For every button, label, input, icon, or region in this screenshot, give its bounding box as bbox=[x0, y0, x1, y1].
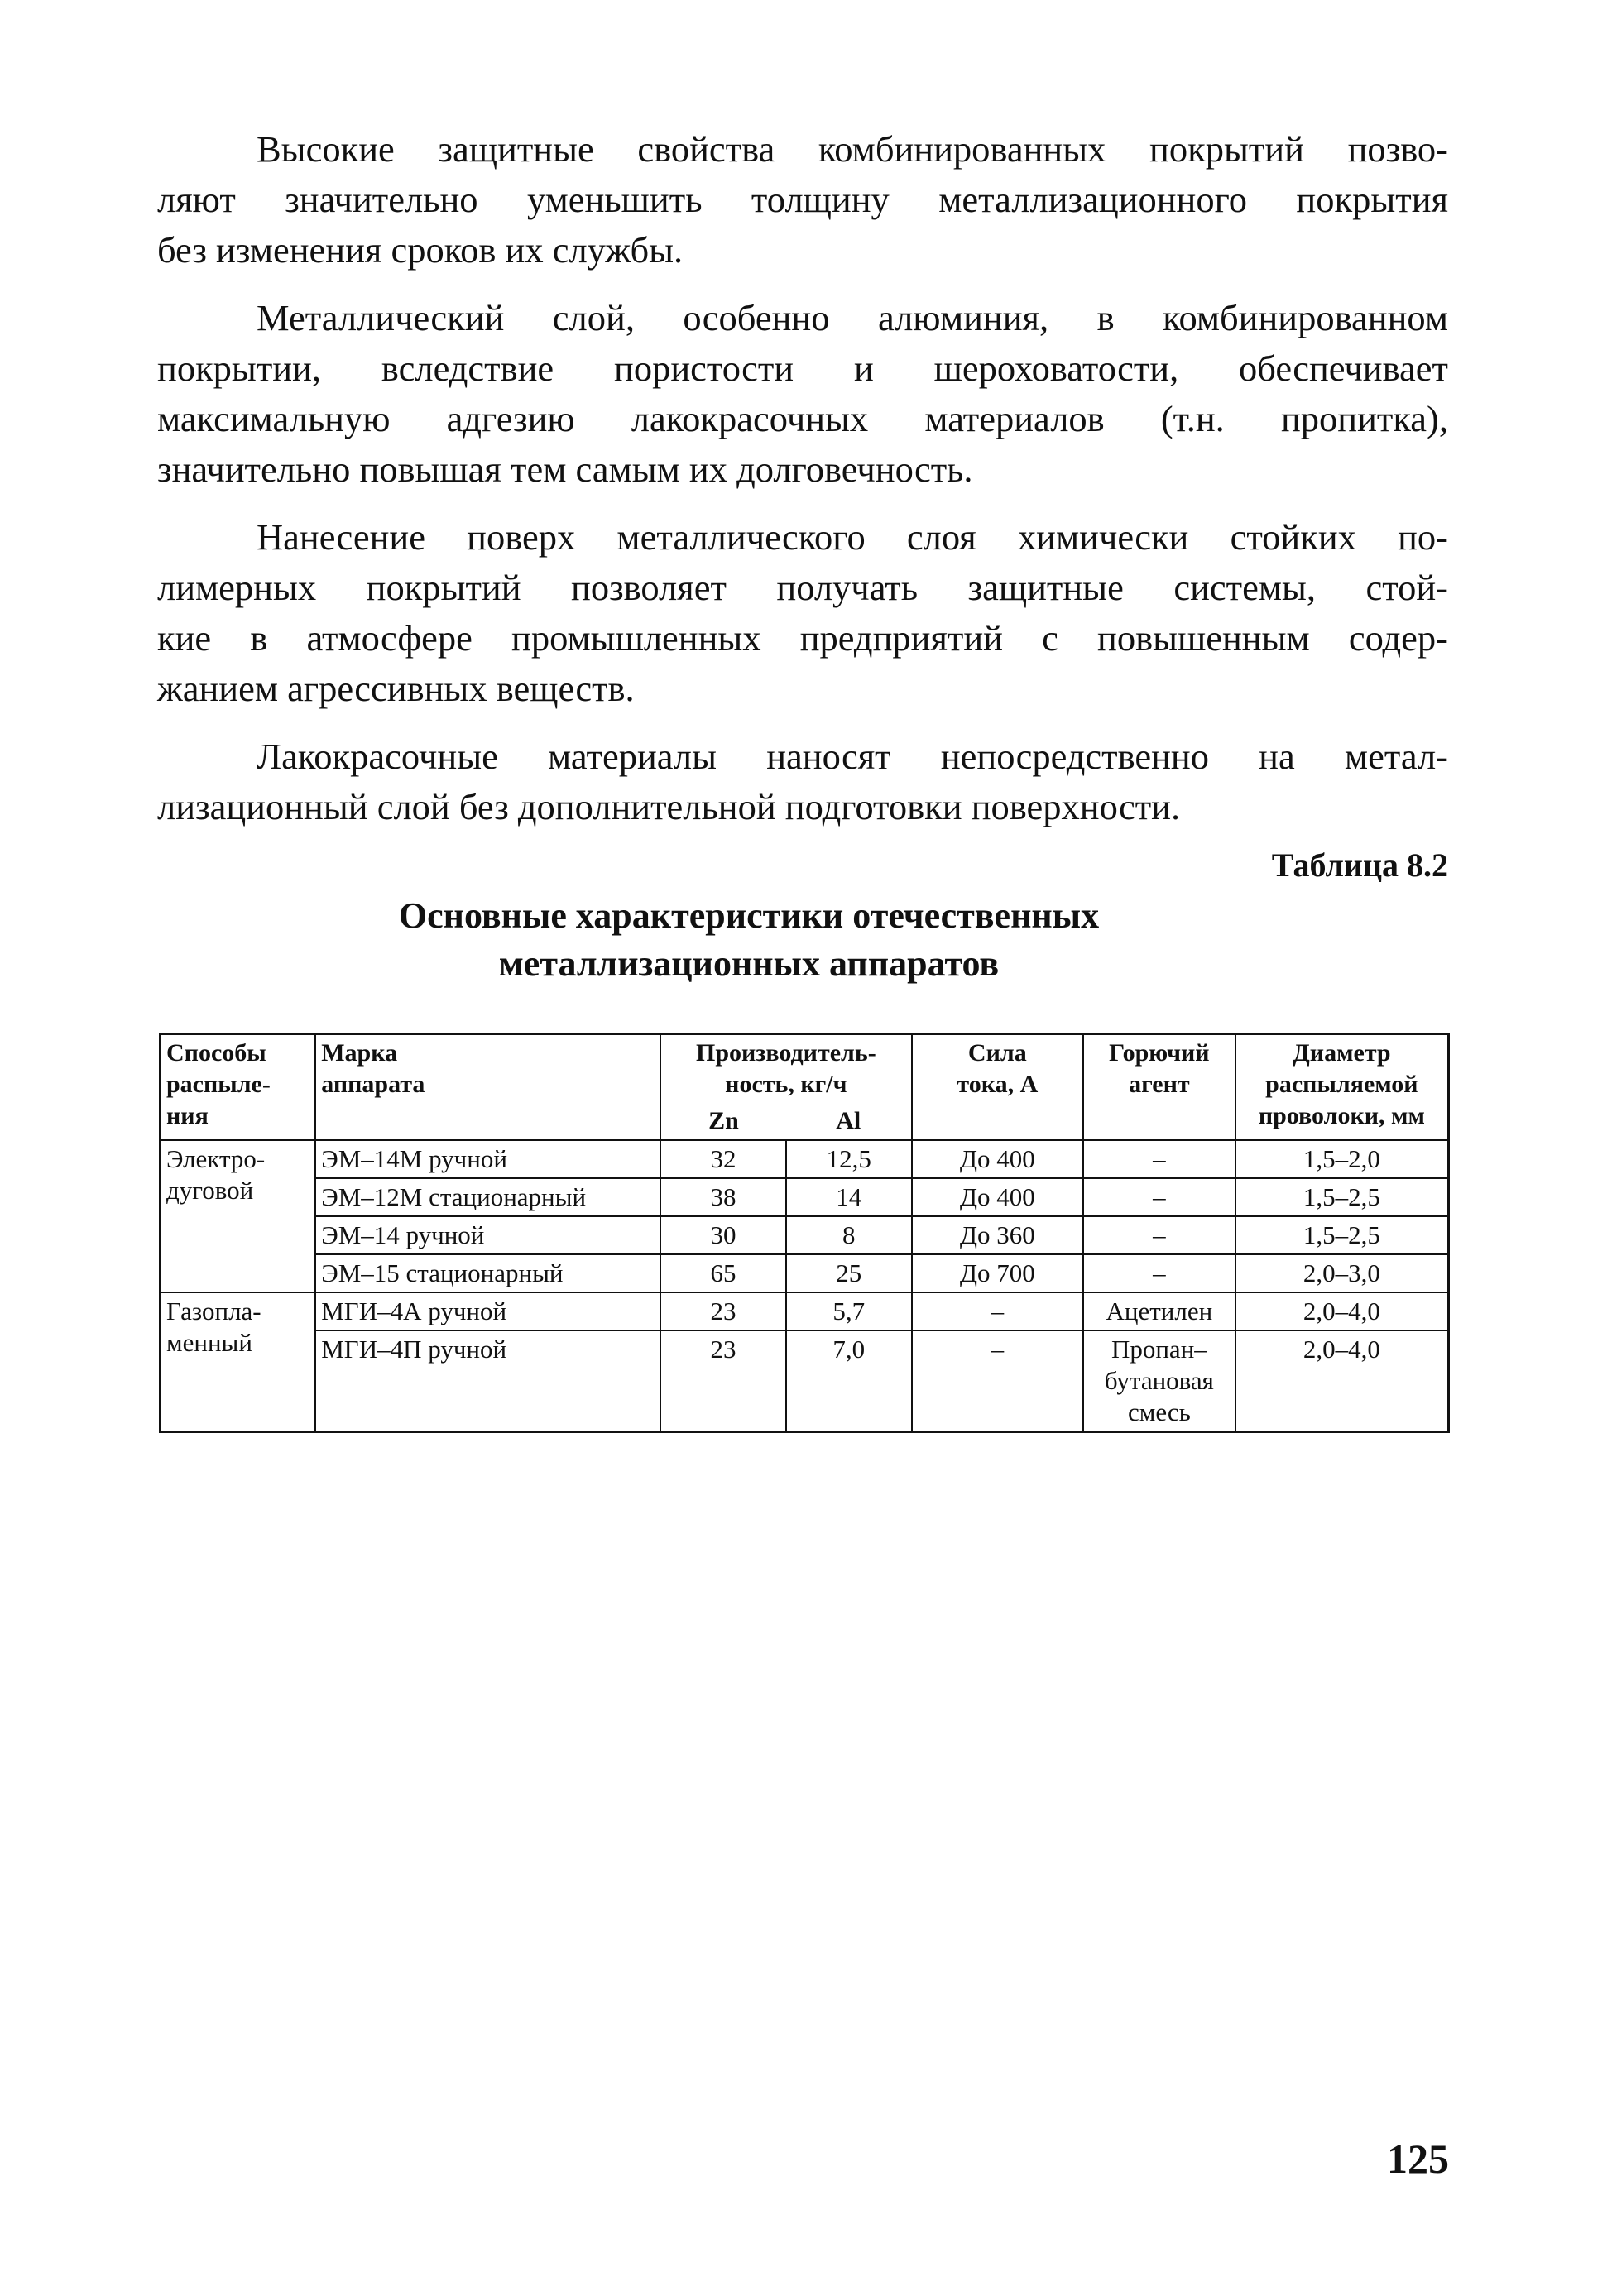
paragraph-3 bbox=[157, 512, 1448, 714]
text-line: без изменения сроков их службы. bbox=[157, 229, 684, 271]
cell-method: Газопла- менный bbox=[161, 1292, 316, 1432]
cell-fuel: – bbox=[1083, 1254, 1235, 1292]
cell-zn: 30 bbox=[660, 1216, 786, 1254]
cell-zn: 32 bbox=[660, 1140, 786, 1178]
cell-fuel: – bbox=[1083, 1216, 1235, 1254]
cell-model: МГИ–4А ручной bbox=[315, 1292, 660, 1330]
specs-table bbox=[159, 1033, 1450, 1433]
cell-al: 14 bbox=[786, 1178, 912, 1216]
table-row bbox=[161, 1216, 1449, 1254]
cell-fuel: – bbox=[1083, 1140, 1235, 1178]
table-row bbox=[161, 1140, 1449, 1178]
table-row bbox=[161, 1178, 1449, 1216]
cell-model: ЭМ–12М стационарный bbox=[315, 1178, 660, 1216]
cell-current: До 700 bbox=[912, 1254, 1083, 1292]
cell-model: ЭМ–15 стационарный bbox=[315, 1254, 660, 1292]
text-line: покрытии, вследствие пористости и шероховатости, обеспечивает bbox=[157, 348, 1448, 389]
paragraph-2 bbox=[157, 293, 1448, 495]
cell-fuel: Пропан– бутановая смесь bbox=[1083, 1330, 1235, 1432]
text-line: Нанесение поверх металлического слоя химически стойких по- bbox=[257, 516, 1448, 558]
page-number: 125 bbox=[1387, 2135, 1449, 2182]
header-method: Способы распыле- ния bbox=[161, 1034, 316, 1141]
table-title bbox=[157, 892, 1448, 988]
cell-al: 8 bbox=[786, 1216, 912, 1254]
cell-diameter: 1,5–2,0 bbox=[1235, 1140, 1449, 1178]
cell-zn: 23 bbox=[660, 1330, 786, 1432]
cell-diameter: 2,0–4,0 bbox=[1235, 1292, 1449, 1330]
cell-method: Электро- дуговой bbox=[161, 1140, 316, 1292]
header-model: Марка аппарата bbox=[315, 1034, 660, 1141]
cell-diameter: 2,0–3,0 bbox=[1235, 1254, 1449, 1292]
table-row bbox=[161, 1254, 1449, 1292]
cell-zn: 65 bbox=[660, 1254, 786, 1292]
text-line: кие в атмосфере промышленных предприятий с повышенным содер- bbox=[157, 617, 1448, 659]
text-line: значительно повышая тем самым их долговечность. bbox=[157, 448, 973, 490]
cell-model: ЭМ–14 ручной bbox=[315, 1216, 660, 1254]
text-line: максимальную адгезию лакокрасочных материалов (т.н. пропитка), bbox=[157, 398, 1448, 439]
header-diameter: Диаметр распыляемой проволоки, мм bbox=[1235, 1034, 1449, 1141]
cell-current: До 400 bbox=[912, 1178, 1083, 1216]
text-line: жанием агрессивных веществ. bbox=[157, 668, 635, 709]
header-zn: Zn bbox=[660, 1103, 786, 1140]
cell-al: 5,7 bbox=[786, 1292, 912, 1330]
cell-diameter: 1,5–2,5 bbox=[1235, 1216, 1449, 1254]
header-current: Сила тока, А bbox=[912, 1034, 1083, 1141]
cell-current: До 360 bbox=[912, 1216, 1083, 1254]
cell-fuel: – bbox=[1083, 1178, 1235, 1216]
text-line: ляют значительно уменьшить толщину металлизационного покрытия bbox=[157, 179, 1448, 220]
cell-al: 12,5 bbox=[786, 1140, 912, 1178]
header-fuel: Горючий агент bbox=[1083, 1034, 1235, 1141]
cell-current: – bbox=[912, 1292, 1083, 1330]
table-title-line: металлизационных аппаратов bbox=[498, 943, 1000, 984]
table-title-line: Основные характеристики отечественных bbox=[398, 895, 1100, 936]
cell-model: МГИ–4П ручной bbox=[315, 1330, 660, 1432]
text-line: Металлический слой, особенно алюминия, в комбинированном bbox=[257, 297, 1448, 338]
table-row bbox=[161, 1292, 1449, 1330]
table-row bbox=[161, 1330, 1449, 1432]
cell-al: 7,0 bbox=[786, 1330, 912, 1432]
cell-zn: 23 bbox=[660, 1292, 786, 1330]
cell-al: 25 bbox=[786, 1254, 912, 1292]
paragraph-1 bbox=[157, 124, 1448, 276]
body-text bbox=[157, 124, 1448, 850]
paragraph-4 bbox=[157, 731, 1448, 832]
text-line: лизационный слой без дополнительной подготовки поверхности. bbox=[157, 786, 1181, 827]
table-caption: Таблица 8.2 bbox=[1271, 846, 1448, 884]
cell-model: ЭМ–14М ручной bbox=[315, 1140, 660, 1178]
cell-current: До 400 bbox=[912, 1140, 1083, 1178]
cell-zn: 38 bbox=[660, 1178, 786, 1216]
text-line: Лакокрасочные материалы наносят непосредственно на метал- bbox=[257, 736, 1448, 777]
header-productivity: Производитель- ность, кг/ч bbox=[660, 1034, 912, 1104]
cell-diameter: 1,5–2,5 bbox=[1235, 1178, 1449, 1216]
cell-diameter: 2,0–4,0 bbox=[1235, 1330, 1449, 1432]
cell-current: – bbox=[912, 1330, 1083, 1432]
text-line: Высокие защитные свойства комбинированных покрытий позво- bbox=[257, 128, 1448, 170]
cell-fuel: Ацетилен bbox=[1083, 1292, 1235, 1330]
text-line: лимерных покрытий позволяет получать защитные системы, стой- bbox=[157, 567, 1448, 608]
header-al: Al bbox=[786, 1103, 912, 1140]
